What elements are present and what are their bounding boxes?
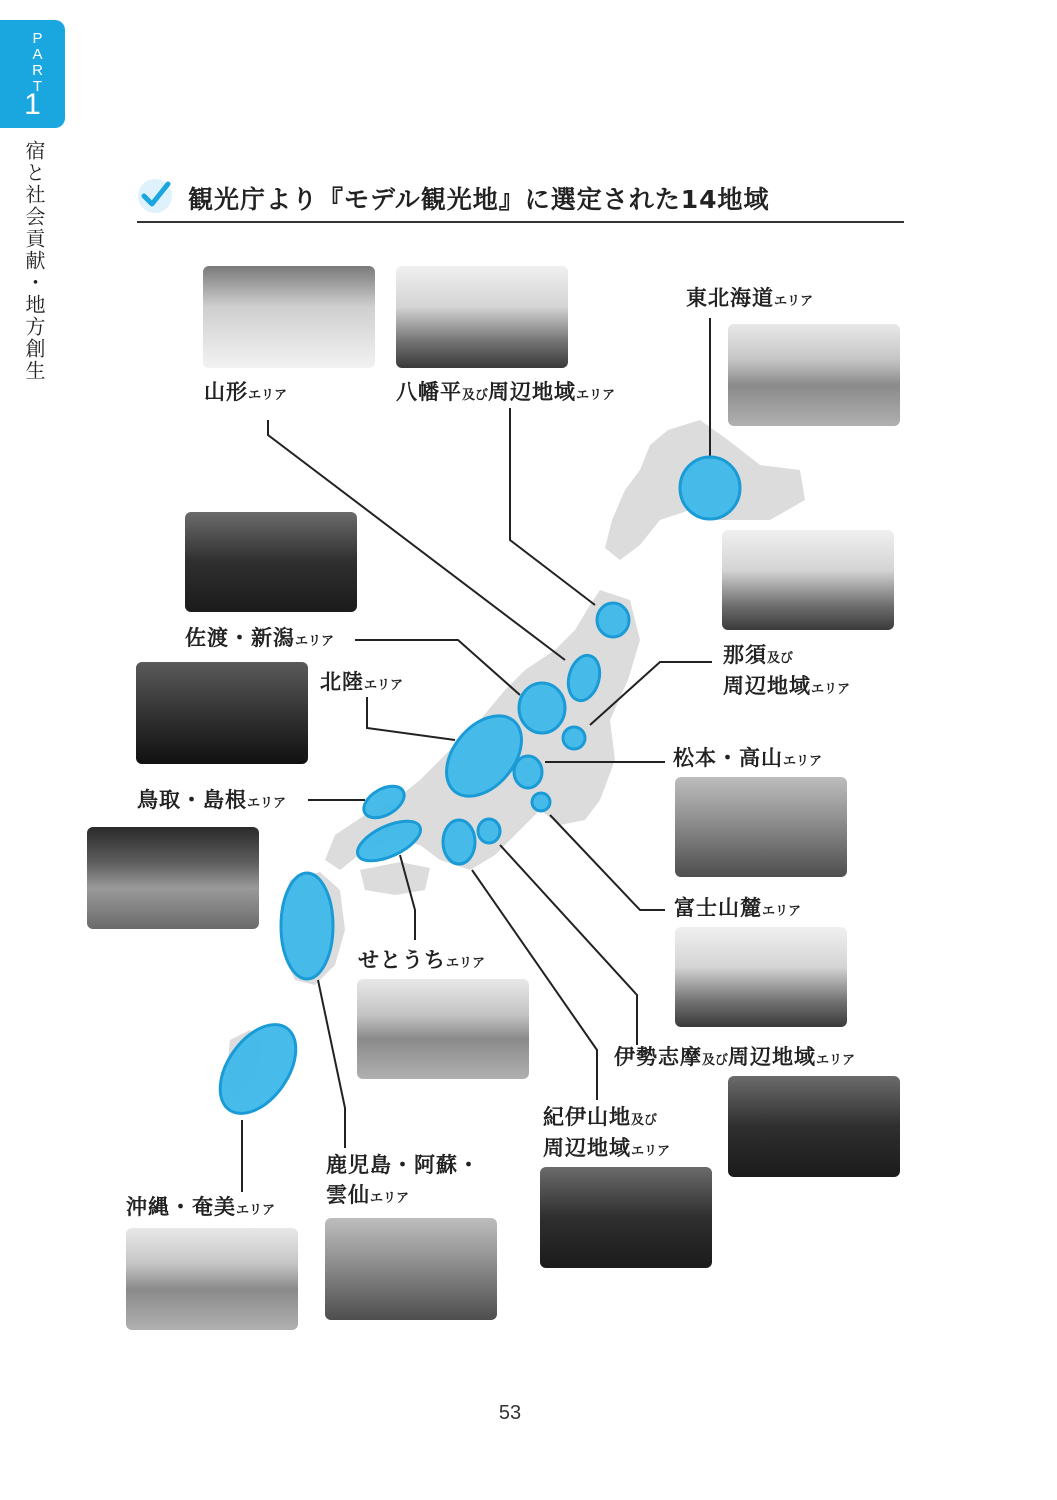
highlight-matsumoto — [514, 756, 542, 788]
shikoku-landmass — [360, 862, 430, 895]
chapter-title: 宿と社会貢献・地方創生 — [22, 140, 46, 382]
ise-photo — [728, 1076, 900, 1177]
label-matsumoto: 松本・高山エリア — [673, 746, 823, 770]
label-hachimantai: 八幡平及び周辺地域エリア — [396, 380, 616, 404]
highlight-fuji — [532, 793, 550, 811]
label-setouchi: せとうちエリア — [358, 948, 486, 972]
setouchi-photo — [357, 979, 529, 1079]
label-nasu: 那須及び — [723, 643, 794, 667]
highlight-sado — [519, 683, 565, 733]
kii-photo — [540, 1167, 712, 1268]
okinawa-photo — [126, 1228, 298, 1330]
highlight-okinawa — [205, 1011, 312, 1127]
label-ise: 伊勢志摩及び周辺地域エリア — [614, 1045, 856, 1069]
label-tottori: 鳥取・島根エリア — [137, 788, 287, 812]
page-number: 53 — [498, 1402, 522, 1424]
label-sado: 佐渡・新潟エリア — [185, 626, 335, 650]
hokkaido-photo — [728, 324, 900, 426]
label-okinawa: 沖縄・奄美エリア — [126, 1195, 276, 1219]
fuji-photo — [675, 927, 847, 1027]
kagoshima-photo — [325, 1218, 497, 1320]
hachimantai-photo — [396, 266, 568, 368]
line-hachimantai — [510, 408, 595, 605]
nasu-photo — [722, 530, 894, 630]
matsumoto-photo — [675, 777, 847, 877]
label-kii-line2: 周辺地域エリア — [543, 1136, 671, 1160]
section-title: 観光庁より『モデル観光地』に選定された14地域 — [188, 185, 770, 214]
highlight-nasu — [563, 727, 585, 749]
highlight-kagoshima — [281, 873, 333, 979]
line-kagoshima — [318, 980, 345, 1148]
part-word: PART — [29, 30, 46, 94]
label-nasu-line2: 周辺地域エリア — [723, 674, 851, 698]
part-number: 1 — [24, 88, 41, 121]
line-fuji — [550, 815, 665, 910]
label-yamagata: 山形エリア — [204, 380, 288, 404]
highlight-hokkaido — [680, 457, 740, 519]
tottori-photo — [87, 827, 259, 929]
hokuriku-photo — [136, 662, 308, 764]
highlight-hachimantai — [597, 603, 629, 637]
label-fuji: 富士山麓エリア — [674, 896, 802, 920]
highlight-kii — [443, 820, 475, 864]
label-kagoshima: 鹿児島・阿蘇・ — [326, 1153, 480, 1177]
sado-photo — [185, 512, 357, 612]
line-hokuriku — [367, 697, 455, 740]
label-hokkaido: 東北海道エリア — [686, 286, 814, 310]
label-kagoshima-line2: 雲仙エリア — [326, 1183, 410, 1207]
highlight-ise — [478, 819, 500, 843]
yamagata-photo — [203, 266, 375, 368]
label-kii: 紀伊山地及び — [543, 1105, 658, 1129]
label-hokuriku: 北陸エリア — [320, 670, 404, 694]
